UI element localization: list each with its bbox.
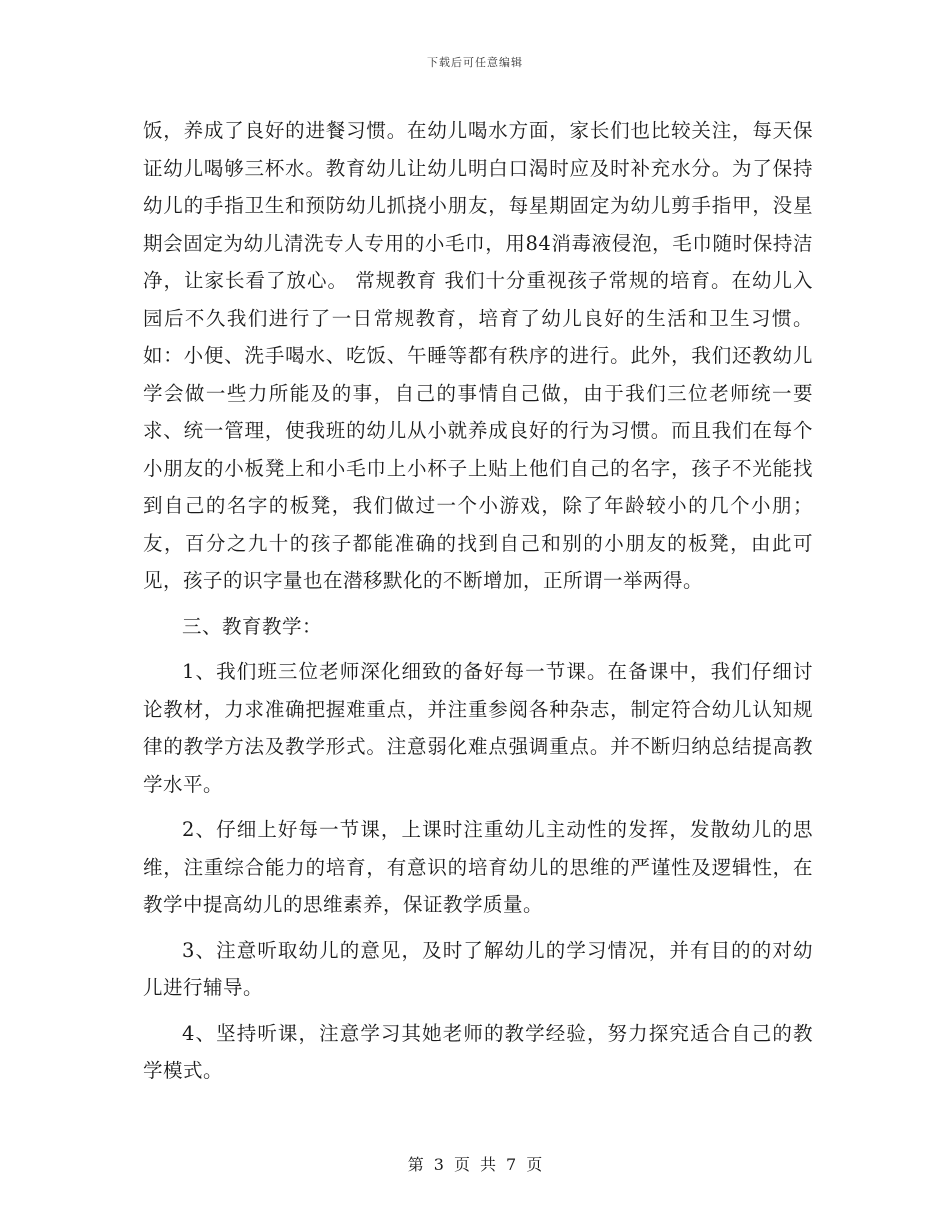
page-footer — [0, 1152, 950, 1175]
section-heading-teaching: 三、教育教学： — [182, 614, 323, 638]
list-item-4: 4、坚持听课，注意学习其她老师的教学经验，努力探究适合自己的教学模式。 — [143, 1021, 813, 1082]
list-item-1: 1、我们班三位老师深化细致的备好每一节课。在备课中，我们仔细讨论教材，力求准确把握难重点，并注重参阅各种杂志，制定符合幼儿认知规律的教学方法及教学形式。注意弱化难点强调重点。并不断归纳总结提高教学水平。 — [143, 660, 813, 796]
document-body — [143, 112, 813, 1090]
footer-page-word: 页 — [453, 1155, 470, 1174]
footer-prefix: 第 — [407, 1155, 424, 1174]
page-number-total: 7 — [506, 1155, 517, 1174]
list-item-2: 2、仔细上好每一节课，上课时注重幼儿主动性的发挥，发散幼儿的思维，注重综合能力的培育，有意识的培育幼儿的思维的严谨性及逻辑性，在教学中提高幼儿的思维素养，保证教学质量。 — [143, 818, 813, 916]
body-paragraph-1: 饭，养成了良好的进餐习惯。在幼儿喝水方面，家长们也比较关注，每天保证幼儿喝够三杯水。教育幼儿让幼儿明白口渴时应及时补充水分。为了保持幼儿的手指卫生和预防幼儿抓挠小朋友，每星期固定为幼儿剪手指甲，没星期会固定为幼儿清洗专人专用的小毛巾，用84消毒液侵泡，毛巾随时保持洁净，让家长看了放心。 常规教育 我们十分重视孩子常规的培育。在幼儿入园后不久我们进行了一日常规教育，培育了幼儿良好的生活和卫生习惯。如：小便、洗手喝水、吃饭、午睡等都有秩序的进行。此外，我们还教幼儿学会做一些力所能及的事，自己的事情自己做，由于我们三位老师统一要求、统一管理，使我班的幼儿从小就养成良好的行为习惯。而且我们在每个小朋友的小板凳上和小毛巾上小杯子上贴上他们自己的名字，孩子不光能找到自己的名字的板凳，我们做过一个小游戏，除了年龄较小的几个小朋；友，百分之九十的孩子都能准确的找到自己和别的小朋友的板凳，由此可见，孩子的识字量也在潜移默化的不断增加，正所谓一举两得。 — [143, 119, 813, 592]
footer-total-word: 共 — [480, 1155, 497, 1174]
page-number-current: 3 — [433, 1155, 444, 1174]
footer-suffix: 页 — [526, 1155, 543, 1174]
list-item-3: 3、注意听取幼儿的意见，及时了解幼儿的学习情况，并有目的的对幼儿进行辅导。 — [143, 938, 813, 999]
page-header: 下载后可任意编辑 — [427, 56, 523, 69]
